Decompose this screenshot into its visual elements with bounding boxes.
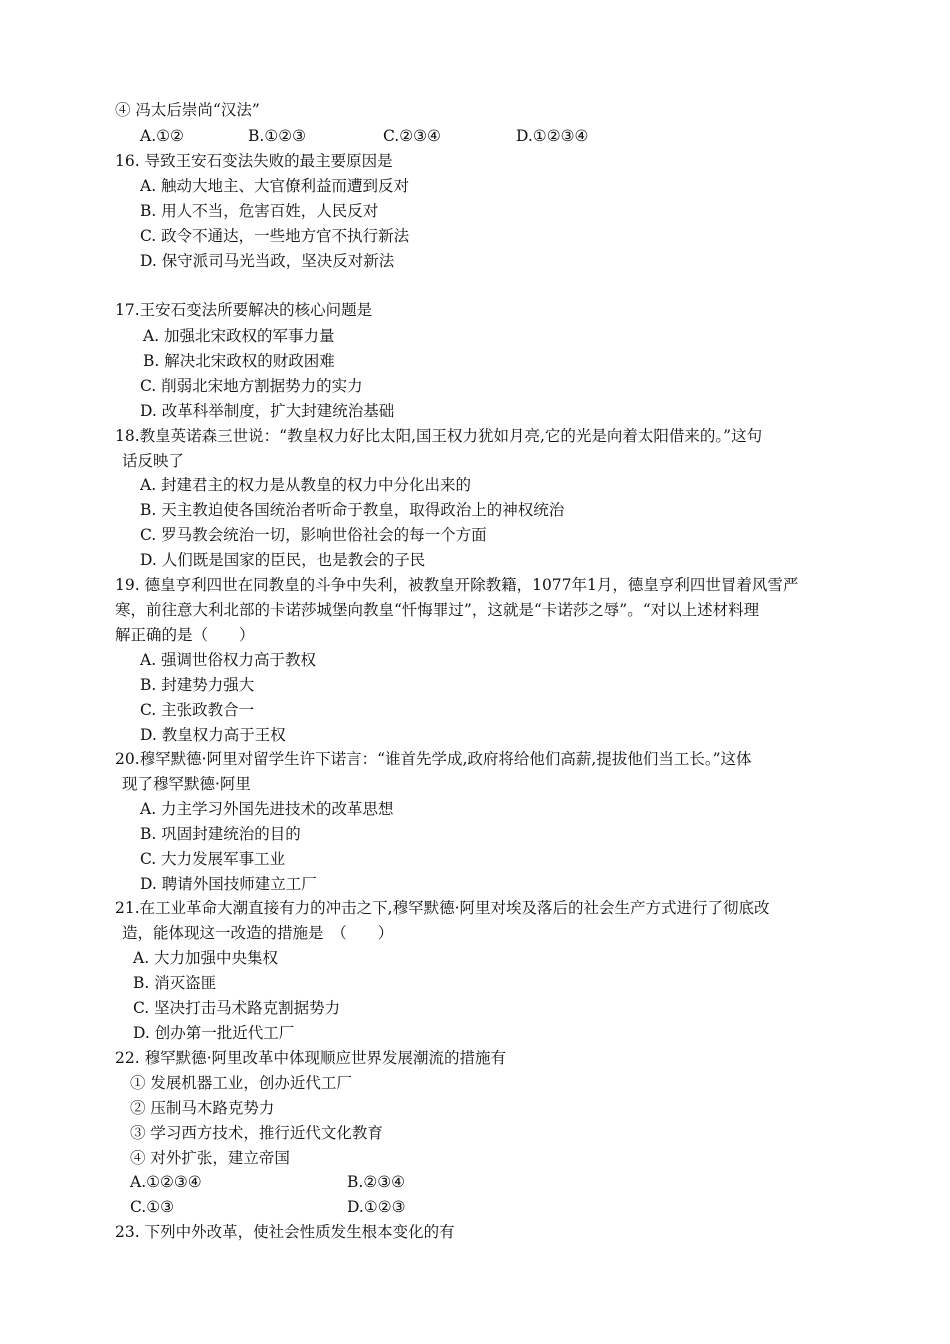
- q15-option-b: B.①②③: [248, 127, 307, 145]
- q19-stem-line-1: 19. 德皇亨利四世在同教皇的斗争中失利，被教皇开除教籍，1077年1月，德皇亨利四世冒着风雪严: [115, 576, 799, 594]
- q22-option-b: B.②③④: [347, 1173, 406, 1191]
- q21-option-a: A. 大力加强中央集权: [133, 949, 279, 967]
- q21-stem-line-1: 21.在工业革命大潮直接有力的冲击之下,穆罕默德·阿里对埃及落后的社会生产方式进行了彻底改: [115, 899, 770, 917]
- q21-stem-line-2: 造，能体现这一改造的措施是 （ ）: [122, 924, 394, 942]
- q18-option-b: B. 天主教迫使各国统治者听命于教皇，取得政治上的神权统治: [140, 501, 565, 519]
- q16-option-a: A. 触动大地主、大官僚利益而遭到反对: [140, 177, 410, 195]
- q18-option-c: C. 罗马教会统治一切，影响世俗社会的每一个方面: [140, 526, 487, 544]
- q20-option-c: C. 大力发展军事工业: [140, 850, 286, 868]
- q18-option-d: D. 人们既是国家的臣民，也是教会的子民: [140, 551, 426, 569]
- q18-stem-line-2: 话反映了: [122, 452, 185, 470]
- q16-option-c: C. 政令不通达，一些地方官不执行新法: [140, 227, 410, 245]
- q22-option-d: D.①②③: [347, 1198, 406, 1216]
- q20-option-b: B. 巩固封建统治的目的: [140, 825, 301, 843]
- q20-option-d: D. 聘请外国技师建立工厂: [140, 875, 317, 893]
- q15-item-4: ④ 冯太后崇尚“汉法”: [115, 101, 260, 119]
- q22-item-1: ① 发展机器工业，创办近代工厂: [130, 1074, 352, 1092]
- q22-option-c: C.①③: [130, 1198, 175, 1216]
- q20-stem-line-1: 20.穆罕默德·阿里对留学生许下诺言：“谁首先学成,政府将给他们高薪,提拔他们当工长。”这体: [115, 750, 752, 768]
- q16-option-b: B. 用人不当，危害百姓，人民反对: [140, 202, 379, 220]
- q20-stem-line-2: 现了穆罕默德·阿里: [122, 775, 251, 793]
- q19-stem-line-2: 寒，前往意大利北部的卡诺莎城堡向教皇“忏悔罪过”，这就是“卡诺莎之辱”。“对以上述材料理: [115, 601, 760, 619]
- q21-option-d: D. 创办第一批近代工厂: [133, 1024, 295, 1042]
- q15-option-a: A.①②: [140, 127, 184, 145]
- q22-item-4: ④ 对外扩张，建立帝国: [130, 1149, 290, 1167]
- q22-item-3: ③ 学习西方技术，推行近代文化教育: [130, 1124, 383, 1142]
- q16-option-d: D. 保守派司马光当政，坚决反对新法: [140, 252, 395, 270]
- q19-option-b: B. 封建势力强大: [140, 676, 255, 694]
- q18-stem-line-1: 18.教皇英诺森三世说：“教皇权力好比太阳,国王权力犹如月亮,它的光是向着太阳借来的。”这句: [115, 427, 763, 445]
- q17-option-c: C. 削弱北宋地方割据势力的实力: [140, 377, 363, 395]
- q22-stem: 22. 穆罕默德·阿里改革中体现顺应世界发展潮流的措施有: [115, 1049, 507, 1067]
- q19-option-a: A. 强调世俗权力高于教权: [140, 651, 317, 669]
- q17-option-a: A. 加强北宋政权的军事力量: [143, 327, 335, 345]
- q18-option-a: A. 封建君主的权力是从教皇的权力中分化出来的: [140, 476, 472, 494]
- q16-stem: 16. 导致王安石变法失败的最主要原因是: [115, 152, 393, 170]
- q21-option-c: C. 坚决打击马术路克割据势力: [133, 999, 341, 1017]
- q20-option-a: A. 力主学习外国先进技术的改革思想: [140, 800, 394, 818]
- q19-option-d: D. 教皇权力高于王权: [140, 726, 286, 744]
- q22-option-a: A.①②③④: [130, 1173, 202, 1191]
- q17-option-d: D. 改革科举制度，扩大封建统治基础: [140, 402, 395, 420]
- q22-item-2: ② 压制马木路克势力: [130, 1099, 275, 1117]
- q23-stem: 23. 下列中外改革，使社会性质发生根本变化的有: [115, 1223, 455, 1241]
- q19-option-c: C. 主张政教合一: [140, 701, 255, 719]
- q15-option-d: D.①②③④: [516, 127, 589, 145]
- q15-option-c: C.②③④: [383, 127, 441, 145]
- q19-stem-line-3: 解正确的是（ ）: [115, 626, 255, 644]
- q17-stem: 17.王安石变法所要解决的核心问题是: [115, 301, 373, 319]
- q17-option-b: B. 解决北宋政权的财政困难: [143, 352, 335, 370]
- q21-option-b: B. 消灭盗匪: [133, 974, 217, 992]
